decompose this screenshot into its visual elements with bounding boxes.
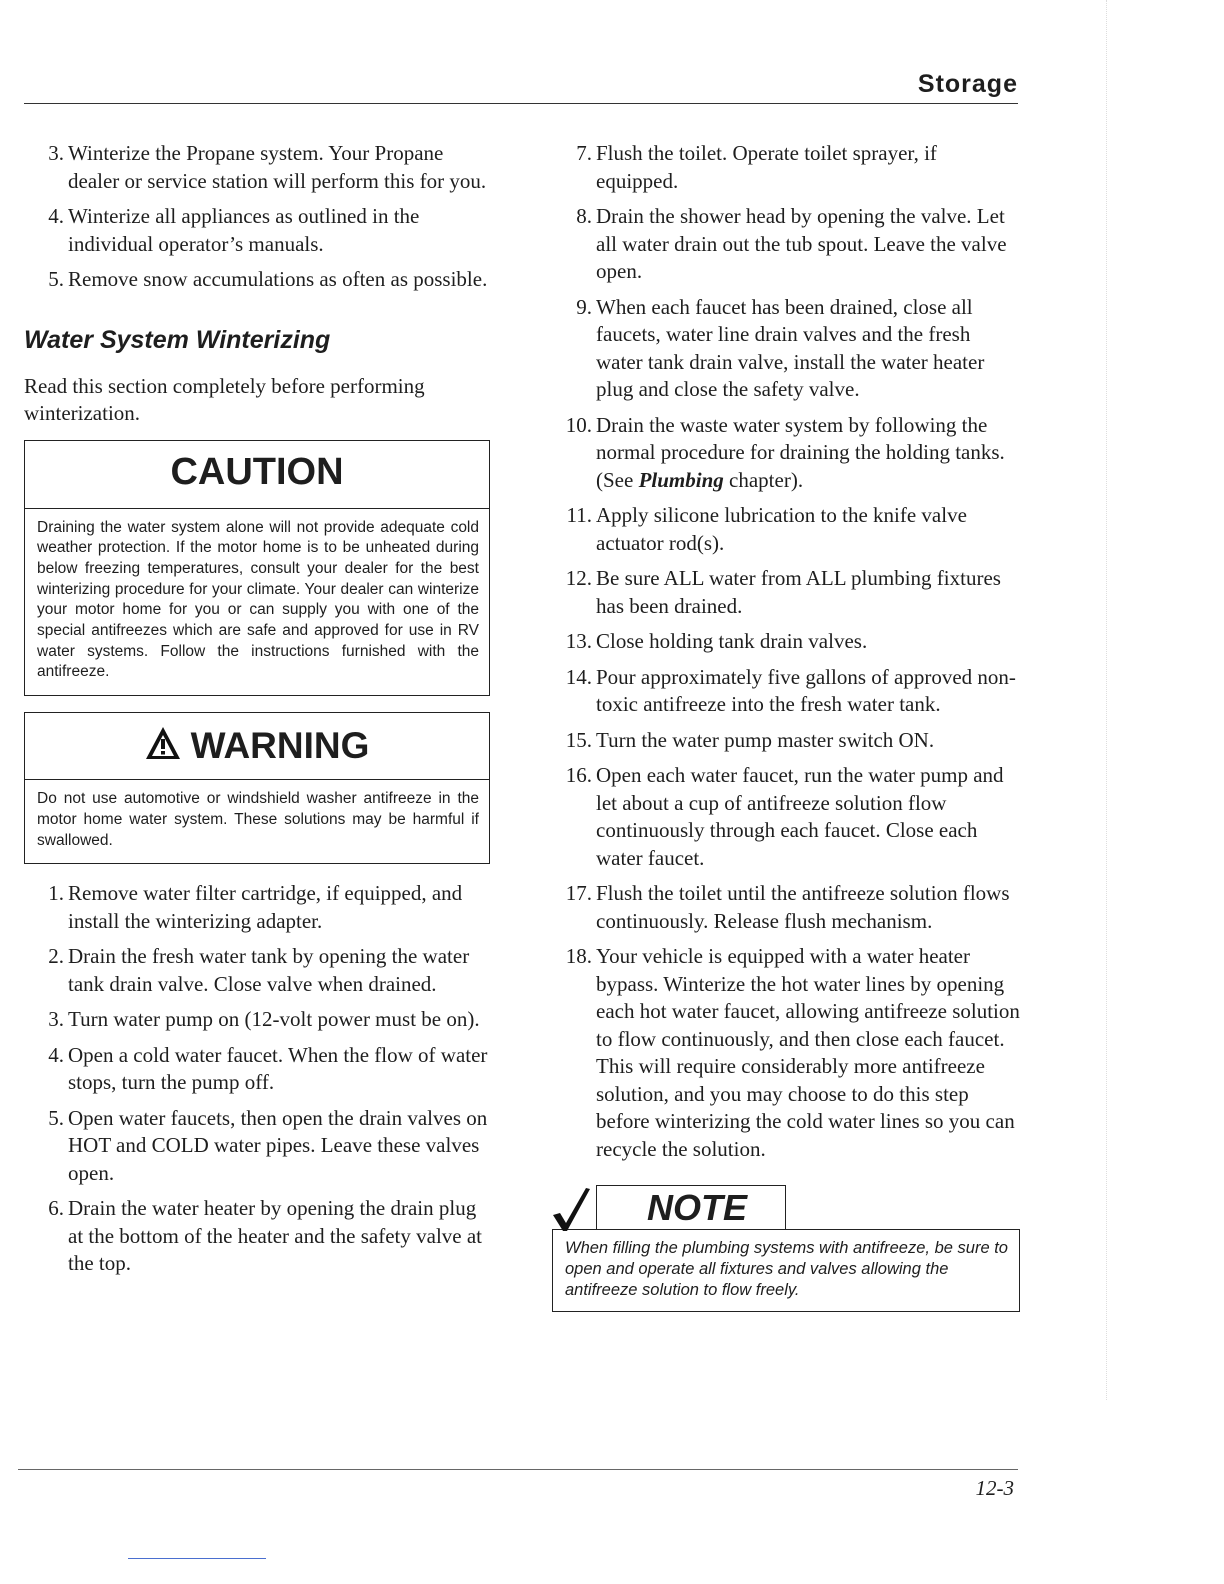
list-item: 9. When each faucet has been drained, close all faucets, water line drain valves and the fresh water tank drain valve, install the water heater plug and close the safety valve. <box>576 294 985 401</box>
list-item: 18. Your vehicle is equipped with a water heater bypass. Winterize the hot water lines by opening each hot water faucet, allowing antifreeze solution to flow continuously, and then close each faucet. This will require considerably more antifreeze solution, and you may choose to do this step before winterizing the cold water lines so you can recycle the solution. <box>565 944 1020 1161</box>
list-item: 3. Winterize the Propane system. Your Propane dealer or service station will perform this for you. <box>48 141 487 193</box>
list-item: 6. Drain the water heater by opening the drain plug at the bottom of the heater and the safety valve at the top. <box>48 1196 483 1276</box>
warning-title: WARNING <box>190 725 370 767</box>
list-item: 17. Flush the toilet until the antifreeze solution flows continuously. Release flush mechanism. <box>565 881 1010 933</box>
list-item: 1. Remove water filter cartridge, if equipped, and install the winterizing adapter. <box>48 881 463 933</box>
list-item: 14. Pour approximately five gallons of approved non-toxic antifreeze into the fresh water tank. <box>565 664 1016 716</box>
list-item: 16. Open each water faucet, run the water pump and let about a cup of antifreeze solution flow continuously through each faucet. Close each water faucet. <box>565 763 1004 870</box>
propane-steps-list <box>24 140 490 294</box>
list-item: 5. Remove snow accumulations as often as possible. <box>48 267 488 291</box>
list-item: 12. Be sure ALL water from ALL plumbing fixtures has been drained. <box>565 566 1001 618</box>
footer-rule <box>18 1469 1018 1470</box>
winterizing-steps-continued-list <box>552 140 1020 1163</box>
list-item: 7. Flush the toilet. Operate toilet sprayer, if equipped. <box>576 141 937 193</box>
caution-title: CAUTION <box>25 441 489 509</box>
list-item: 15. Turn the water pump master switch ON. <box>565 727 935 752</box>
caution-body: Draining the water system alone will not provide adequate cold weather protection. If the motor home is to be unheated during below freezing temperatures, consult your dealer for the best winterizing procedure for your climate. Your dealer can winterize your motor home for you or can supply you with one of the special antifreezes which are safe and approved for use in RV water systems. Follow the instructions furnished with the antifreeze. <box>37 518 479 681</box>
header-rule <box>24 103 1018 104</box>
water-system-intro: Read this section completely before performing winterization. <box>24 373 425 425</box>
list-item: 2. Drain the fresh water tank by opening the water tank drain valve. Close valve when drained. <box>48 944 470 996</box>
water-system-heading: Water System Winterizing <box>24 325 331 354</box>
note-title: NOTE <box>596 1185 786 1229</box>
warning-body: Do not use automotive or windshield washer antifreeze in the motor home water system. These solutions may be harmful if swallowed. <box>37 790 479 849</box>
caution-box <box>24 440 490 697</box>
plumbing-chapter-reference: Plumbing <box>638 467 724 492</box>
checkmark-icon <box>550 1185 592 1233</box>
list-item: 13. Close holding tank drain valves. <box>565 629 868 653</box>
note-box <box>552 1185 1020 1312</box>
list-item: 8. Drain the shower head by opening the valve. Let all water drain out the tub spout. Leave the valve open. <box>576 204 1007 283</box>
left-column <box>24 140 490 1286</box>
list-item: 4. Winterize all appliances as outlined in the individual operator’s manuals. <box>48 204 420 256</box>
page-number: 12-3 <box>975 1476 1014 1500</box>
warning-box <box>24 712 490 864</box>
bottom-link-underline <box>128 1558 266 1559</box>
margin-guide <box>1106 0 1107 1400</box>
list-item: 10. Drain the waste water system by following the normal procedure for draining the holding tanks. (See Plumbing chapter). <box>565 412 1005 492</box>
list-item: 3. Turn water pump on (12-volt power must be on). <box>48 1007 480 1032</box>
warning-header <box>25 713 489 780</box>
right-column <box>552 140 1020 1312</box>
list-item: 5. Open water faucets, then open the drain valves on HOT and COLD water pipes. Leave these valves open. <box>48 1105 488 1185</box>
section-header: Storage <box>917 70 1018 98</box>
note-body: When filling the plumbing systems with antifreeze, be sure to open and operate all fixtures and valves allowing the antifreeze solution to flow freely. <box>552 1229 1020 1312</box>
winterizing-steps-list <box>24 880 490 1278</box>
list-item: 11. Apply silicone lubrication to the knife valve actuator rod(s). <box>566 503 967 555</box>
list-item: 4. Open a cold water faucet. When the flow of water stops, turn the pump off. <box>48 1042 488 1095</box>
warning-triangle-icon <box>145 726 181 760</box>
